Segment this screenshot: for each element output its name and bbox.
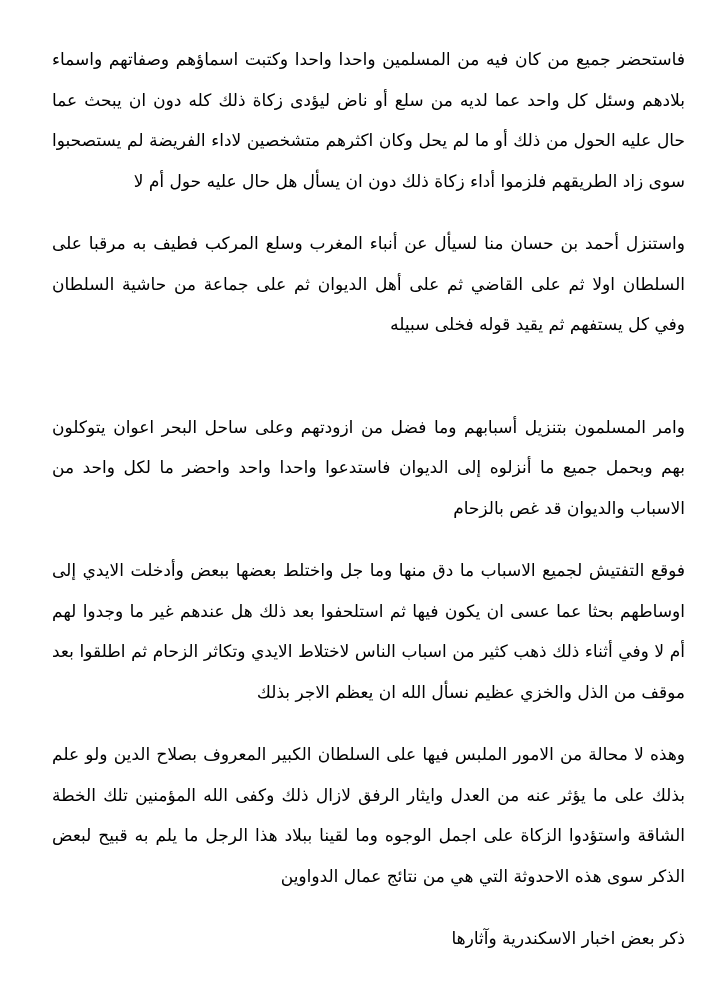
- paragraph-3: وامر المسلمون بتنزيل أسبابهم وما فضل من ازودتهم وعلى ساحل البحر اعوان يتوكلون بهم وبحمل جميع ما أنزلوه إلى الديوان فاستدعوا واحدا واحد واحضر ما لكل واحد من الاسباب والديوان قد غص بالزحام: [52, 417, 685, 519]
- document-page: [52, 40, 695, 960]
- paragraph-5: وهذه لا محالة من الامور الملبس فيها على السلطان الكبير المعروف بصلاح الدين ولو علم بذلك على ما يؤثر عنه من العدل وايثار الرفق لازال ذلك وكفى الله المؤمنين تلك الخطة الشاقة واستؤدوا الزكاة على اجمل الوجوه وما لقينا ببلاد هذا الرجل ما يلم به قبيح لبعض الذكر سوى هذه الاحدوثة التي هي من نتائج عمال الدواوين: [52, 745, 685, 887]
- paragraph-4: فوقع التفتيش لجميع الاسباب ما دق منها وما جل واختلط بعضها ببعض وأدخلت الايدي إلى اوساطهم بحثا عما عسى ان يكون فيها ثم استلحفوا بعد ذلك هل عندهم غير ما وجدوا لهم أم لا وفي أثناء ذلك ذهب كثير من اسباب الناس لاختلاط الايدي وتكاثر الزحام ثم اطلقوا بعد موقف من الذل والخزي عظيم نسأل الله ان يعظم الاجر بذلك: [52, 561, 685, 703]
- section-heading: ذكر بعض اخبار الاسكندرية وآثارها: [451, 929, 685, 949]
- paragraph-1: فاستحضر جميع من كان فيه من المسلمين واحدا واحدا وكتبت اسماؤهم وصفاتهم واسماء بلادهم وسئل كل واحد عما لديه من سلع أو ناض ليؤدى زكاة ذلك كله دون ان يبحث عما حال عليه الحول من ذلك أو ما لم يحل وكان اكثرهم متشخصين لاداء الفريضة لم يستصحبوا سوى زاد الطريقهم فلزموا أداء زكاة ذلك دون ان يسأل هل حال عليه حول أم لا: [52, 50, 685, 192]
- paragraph-2: واستنزل أحمد بن حسان منا لسيأل عن أنباء المغرب وسلع المركب فطيف به مرقبا على السلطان اولا ثم على القاضي ثم على أهل الديوان ثم على جماعة من حاشية السلطان وفي كل يستفهم ثم يقيد قوله فخلى سبيله: [52, 234, 685, 335]
